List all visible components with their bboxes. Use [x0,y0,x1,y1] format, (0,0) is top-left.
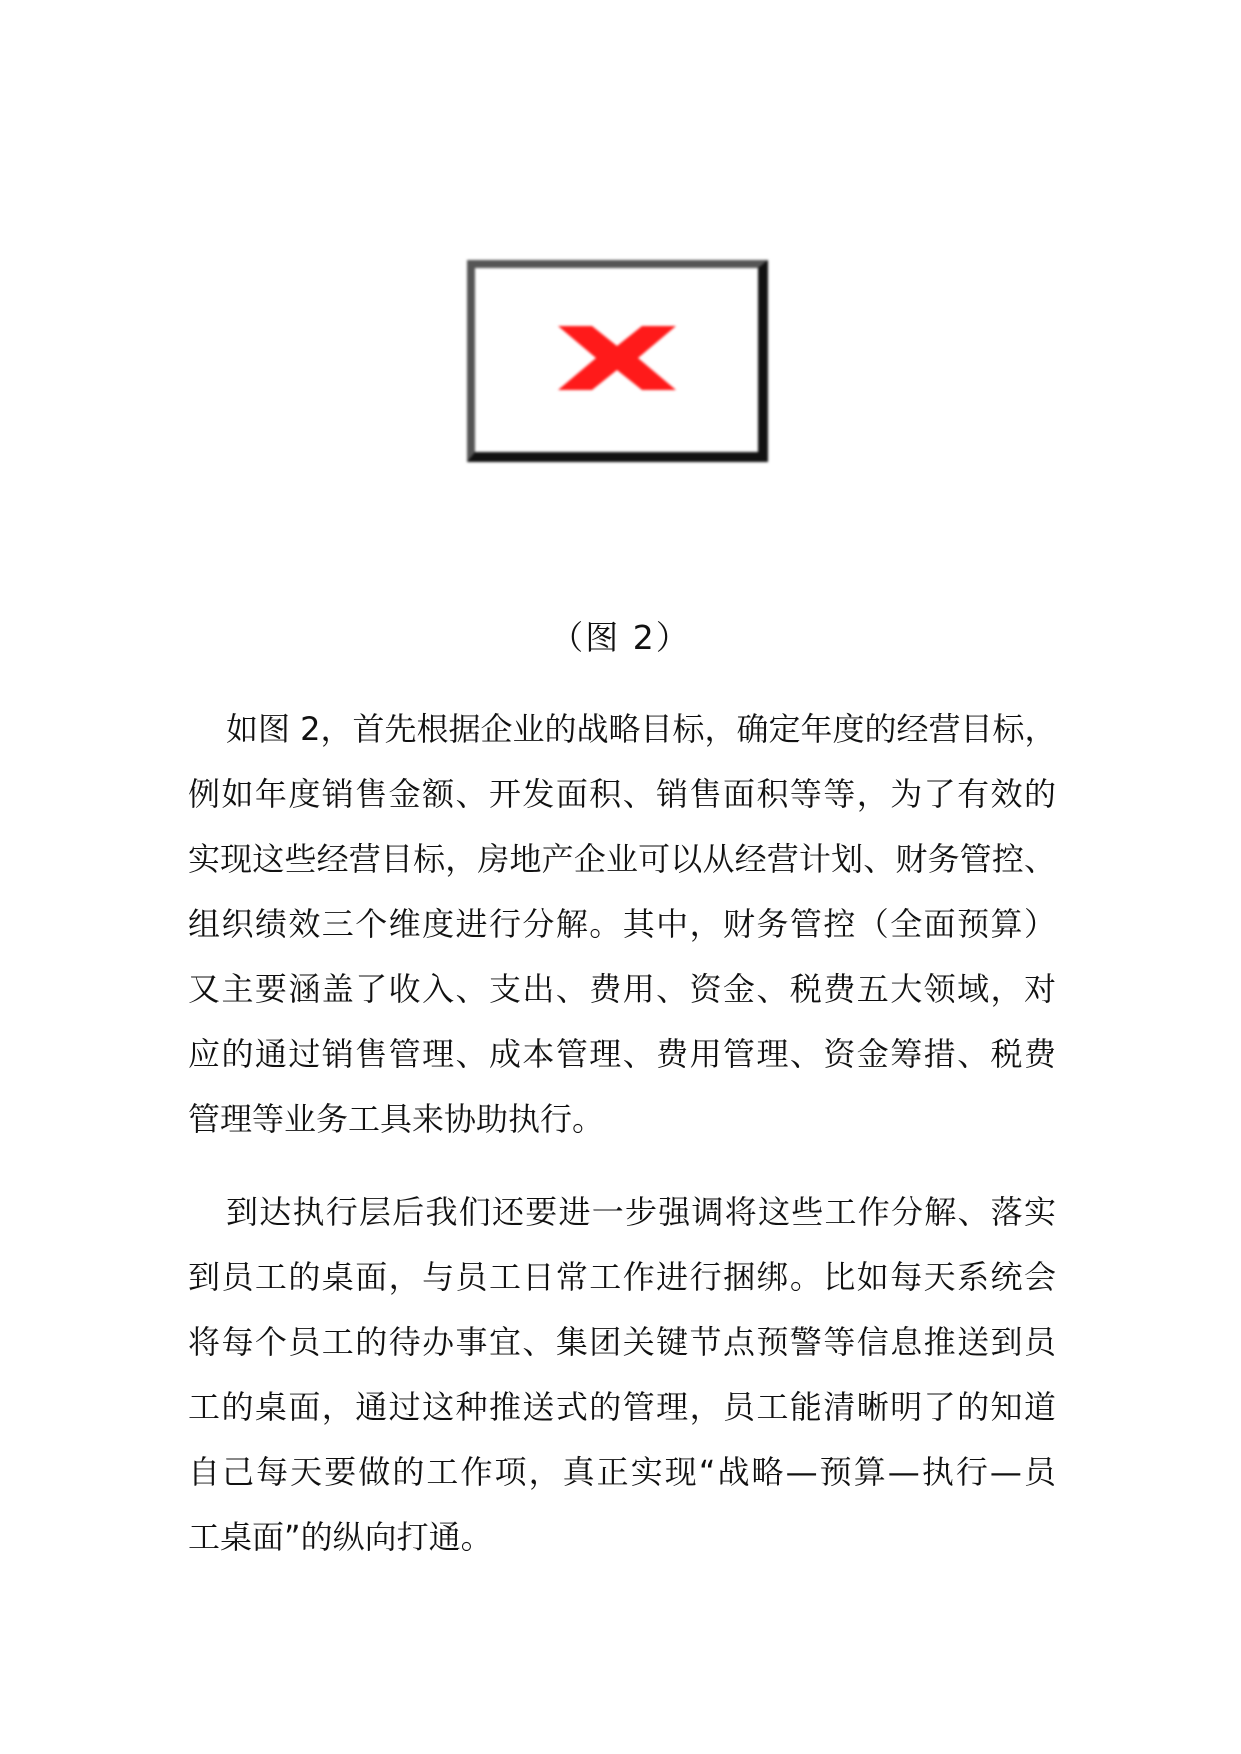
figure-caption: （图 2） [550,618,691,657]
paragraph-line: 如图 2，首先根据企业的战略目标，确定年度的经营目标， [226,710,1057,748]
paragraph-line: 又主要涵盖了收入、支出、费用、资金、税费五大领域，对 [188,970,1056,1008]
broken-image-placeholder [467,260,768,462]
paragraph-2 [188,1180,1056,1570]
paragraph-1 [188,697,1056,1152]
paragraph-line: 组织绩效三个维度进行分解。其中，财务管控（全面预算） [188,905,1056,943]
paragraph-line: 自己每天要做的工作项，真正实现“战略—预算—执行—员 [188,1453,1056,1491]
paragraph-line: 工的桌面，通过这种推送式的管理，员工能清晰明了的知道 [188,1388,1056,1426]
paragraph-line: 到员工的桌面，与员工日常工作进行捆绑。比如每天系统会 [188,1258,1056,1296]
paragraph-line: 应的通过销售管理、成本管理、费用管理、资金筹措、税费 [188,1035,1056,1073]
paragraph-line: 实现这些经营目标，房地产企业可以从经营计划、财务管控、 [188,840,1056,878]
paragraph-line: 到达执行层后我们还要进一步强调将这些工作分解、落实 [226,1193,1056,1231]
paragraph-line: 将每个员工的待办事宜、集团关键节点预警等信息推送到员 [188,1323,1056,1361]
paragraph-line: 工桌面”的纵向打通。 [188,1518,493,1556]
paragraph-line: 例如年度销售金额、开发面积、销售面积等等，为了有效的 [188,775,1056,813]
broken-image-icon [552,318,682,398]
paragraph-line: 管理等业务工具来协助执行。 [188,1100,605,1138]
